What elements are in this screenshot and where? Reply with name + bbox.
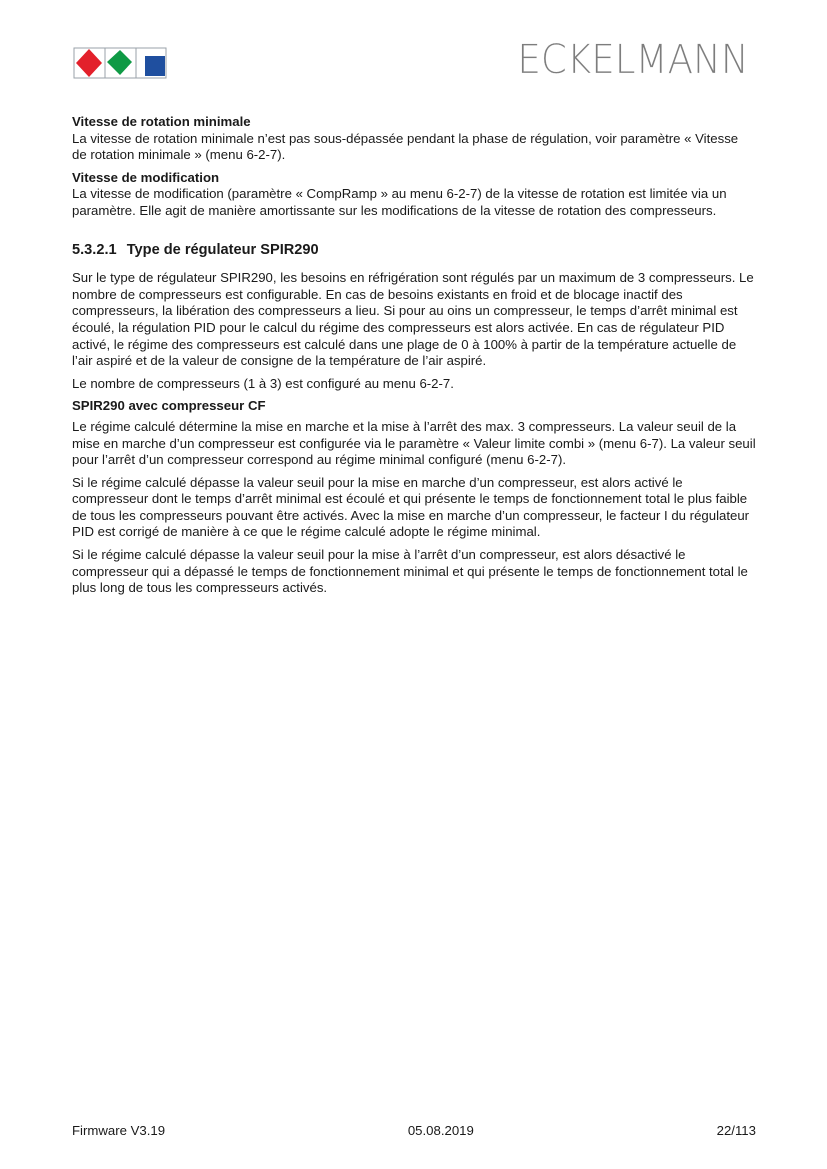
- logo-red-diamond: [76, 49, 102, 77]
- logo-green-diamond: [107, 50, 132, 75]
- cf-paragraph: Si le régime calculé dépasse la valeur seuil pour la mise à l’arrêt d’un compresseur, est alors désactivé le compresseur qui a dépassé le temps de fonctionnement minimal et qui présente le temps de fonctionnement total le plus long de tous les compresseurs activés.: [72, 547, 748, 596]
- section-heading: [72, 242, 756, 259]
- section-paragraph: Le nombre de compresseurs (1 à 3) est configuré au menu 6-2-7.: [72, 375, 454, 391]
- footer-firmware: Firmware V3.19: [72, 1123, 166, 1138]
- brand-wordmark: ECKELMANN: [517, 37, 749, 83]
- page-footer: [72, 1123, 756, 1138]
- change-speed-text: La vitesse de modification (paramètre « CompRamp » au menu 6-2-7) de la vitesse de rotation est limitée via un paramètre. Elle agit de manière amortissante sur les modifications de la vitesse de rotation des compresseurs.: [72, 186, 727, 218]
- eckelmann-logo-mark: [72, 46, 168, 80]
- footer-page-number: 22/113: [716, 1123, 756, 1138]
- min-speed-title: Vitesse de rotation minimale: [72, 114, 251, 129]
- section-paragraph: Sur le type de régulateur SPIR290, les besoins en réfrigération sont régulés par un maximum de 3 compresseurs. Le nombre de compresseurs est configurable. En cas de besoins existants en froid et de blocage inactif des compresseurs, la libération des compresseurs a lieu. Si pour au oins un compresseur, le temps d’arrêt minimal est écoulé, la régulation PID pour le calcul du régime des compresseurs est alors activée. En cas de régulateur PID activé, le régime des compresseurs est calculé dans une plage de 0 à 100% à partir de la température actuelle de l’air aspiré et de la valeur de consigne de la température de l’air aspiré.: [72, 270, 754, 369]
- min-speed-block: [72, 114, 756, 164]
- section-title: Type de régulateur SPIR290: [126, 241, 319, 258]
- section-number: 5.3.2.1: [72, 241, 117, 258]
- document-body: [72, 114, 756, 603]
- cf-subheading: SPIR290 avec compresseur CF: [72, 398, 266, 414]
- change-speed-block: [72, 170, 756, 220]
- min-speed-text: La vitesse de rotation minimale n’est pas sous-dépassée pendant la phase de régulation, voir paramètre « Vitesse de rotation minimale » (menu 6-2-7).: [72, 130, 739, 163]
- cf-paragraph: Si le régime calculé dépasse la valeur seuil pour la mise en marche d’un compresseur, est alors activé le compresseur dont le temps d’arrêt minimal est écoulé et qui présente le temps de fonctionnement total le plus faible de tous les compresseurs pouvant être activés. Avec la mise en marche d’un compresseur, le facteur I du régulateur PID est corrigé de manière à ce que le régime calculé adopte le régime minimal.: [72, 474, 750, 540]
- footer-date: 05.08.2019: [407, 1123, 474, 1138]
- logo-blue-square: [145, 56, 165, 76]
- cf-paragraph: Le régime calculé détermine la mise en marche et la mise à l’arrêt des max. 3 compresseurs. La valeur seuil de la mise en marche d’un compresseur est configurée via le paramètre « Valeur limite combi » (menu 6-7). La valeur seuil pour l’arrêt d’un compresseur correspond au régime minimal configuré (menu 6-2-7).: [72, 418, 756, 468]
- change-speed-title: Vitesse de modification: [72, 169, 220, 185]
